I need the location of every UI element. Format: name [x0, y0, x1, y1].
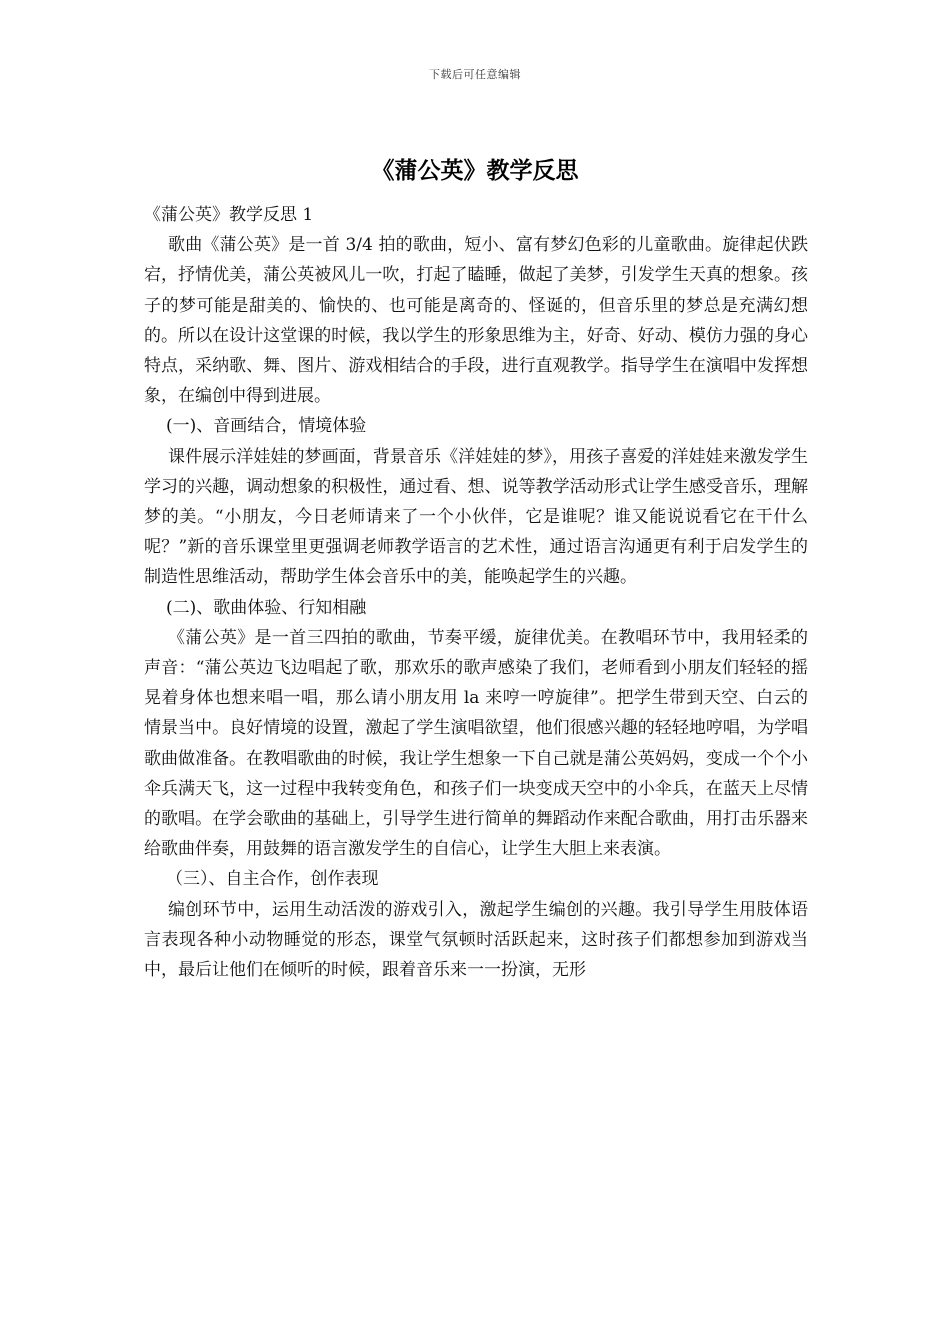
- section-heading-1: (一)、音画结合，情境体验: [166, 416, 367, 437]
- section-heading-3: （三）、自主合作，创作表现: [166, 869, 379, 890]
- document-title: 《蒲公英》教学反思: [371, 157, 579, 184]
- paragraph-section-3: 编创环节中，运用生动活泼的游戏引入，激起学生编创的兴趣。我引导学生用肢体语言表现各种小动物睡觉的形态，课堂气氛顿时活跃起来，这时孩子们都想参加到游戏当中，最后让他们在倾听的时候，跟着音乐来一一扮演，无形: [144, 899, 808, 981]
- paragraph-intro: 歌曲《蒲公英》是一首 3/4 拍的歌曲，短小、富有梦幻色彩的儿童歌曲。旋律起伏跌宕，抒情优美，蒲公英被风儿一吹，打起了瞌睡，做起了美梦，引发学生天真的想象。孩子的梦可能是甜美的、愉快的、也可能是离奇的、怪诞的，但音乐里的梦总是充满幻想的。所以在设计这堂课的时候，我以学生的形象思维为主，好奇、好动、模仿力强的身心特点，采纳歌、舞、图片、游戏相结合的手段，进行直观教学。指导学生在演唱中发挥想象，在编创中得到进展。: [144, 235, 808, 407]
- paragraph-section-1: 课件展示洋娃娃的梦画面，背景音乐《洋娃娃的梦》，用孩子喜爱的洋娃娃来激发学生学习的兴趣，调动想象的积极性，通过看、想、说等教学活动形式让学生感受音乐，理解梦的美。“小朋友，今日老师请来了一个小伙伴，它是谁呢？谁又能说说看它在干什么呢？”新的音乐课堂里更强调老师教学语言的艺术性，通过语言沟通更有利于启发学生的制造性思维活动，帮助学生体会音乐中的美，能唤起学生的兴趣。: [144, 446, 808, 588]
- paragraph-section-2: 《蒲公英》是一首三四拍的歌曲，节奏平缓，旋律优美。在教唱环节中，我用轻柔的声音：“蒲公英边飞边唱起了歌，那欢乐的歌声感染了我们，老师看到小朋友们轻轻的摇晃着身体也想来唱一唱，那么请小朋友用 la 来哼一哼旋律”。把学生带到天空、白云的情景当中。良好情境的设置，激起了学生演唱欲望，他们很感兴趣的轻轻地哼唱，为学唱歌曲做准备。在教唱歌曲的时候，我让学生想象一下自己就是蒲公英妈妈，变成一个个小伞兵满天飞，这一过程中我转变角色，和孩子们一块变成天空中的小伞兵，在蓝天上尽情的歌唱。在学会歌曲的基础上，引导学生进行简单的舞蹈动作来配合歌曲，用打击乐器来给歌曲伴奏，用鼓舞的语言激发学生的自信心，让学生大胆上来表演。: [144, 627, 808, 860]
- document-body: [144, 200, 808, 985]
- document-subtitle: 《蒲公英》教学反思 1: [144, 205, 314, 225]
- header-note: 下载后可任意编辑: [429, 68, 521, 81]
- section-heading-2: (二)、歌曲体验、行知相融: [166, 597, 367, 618]
